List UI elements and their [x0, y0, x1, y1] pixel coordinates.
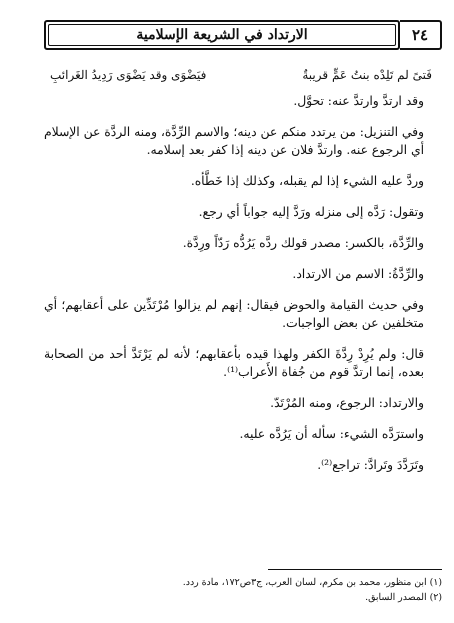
paragraph: وتقول: رَدَّه إلى منزله ورَدَّ إليه جواباً أي رجع.: [198, 205, 424, 219]
paragraph: والرِّدَّةُ: الاسم من الارتداد.: [292, 267, 424, 281]
paragraph: وردَّ عليه الشيء إذا لم يقبله، وكذلك إذا خَطَّأه.: [190, 174, 424, 188]
title-frame: [44, 20, 400, 50]
page-number: ٢٤: [400, 20, 442, 50]
page-header: [44, 20, 442, 50]
verse-left-hemistich: فيَضْوَى وقد يَضْوَى رَدِيدُ الغَرائبِ: [50, 68, 207, 82]
page-body: [44, 66, 442, 487]
paragraph: قال: ولم يُرِدْ رِدَّةَ الكفر ولهذا قيده بأعقابهم؛ لأنه لم يَرْتَدَّ أحد من الصحابة بعده، إنما ارتدَّ قوم من جُفاة الأَعراب⁽¹⁾.: [44, 347, 424, 379]
paragraph: وفي حديث القيامة والحوض فيقال: إنهم لم يزالوا مُرْتَدِّين على أعقابهم؛ أي متخلفين عن بعض الواجبات.: [44, 298, 424, 330]
paragraph: وفي التنزيل: من يرتدد منكم عن دينه؛ والاسم الرِّدَّة، ومنه الردَّة عن الإسلام أي الرجوع عنه. وارتدَّ فلان عن دينه إذا كفر بعد إسلامه.: [44, 125, 424, 157]
footnotes: [44, 575, 442, 605]
footnote-divider: [268, 569, 442, 570]
paragraph: وتَرَدَّدَ وتَرادَّ: تراجع⁽²⁾.: [317, 458, 424, 472]
paragraph: واسترَدَّه الشيء: سأله أن يَرُدَّه عليه.: [239, 427, 424, 441]
poetry-verse: [44, 66, 442, 84]
footnote: (١) ابن منظور، محمد بن مكرم، لسان العرب، ج٣ص١٧٢، مادة ردد.: [182, 577, 442, 588]
verse-right-hemistich: فَتىً لم تَلِدْه بنتُ عَمٍّ قريبةٌ: [302, 68, 432, 82]
paragraph: والارتداد: الرجوع، ومنه المُرْتَدّ.: [270, 396, 424, 410]
paragraph: وقد ارتدَّ وارتدَّ عنه: تحوَّل.: [293, 94, 424, 108]
footnote: (٢) المصدر السابق.: [365, 592, 442, 603]
book-title: الارتداد في الشريعة الإسلامية: [136, 27, 308, 43]
paragraph: والرِّدَّة، بالكسر: مصدر قولك ردَّه يَرُدُّه رَدّاً ورِدَّة.: [182, 236, 424, 250]
